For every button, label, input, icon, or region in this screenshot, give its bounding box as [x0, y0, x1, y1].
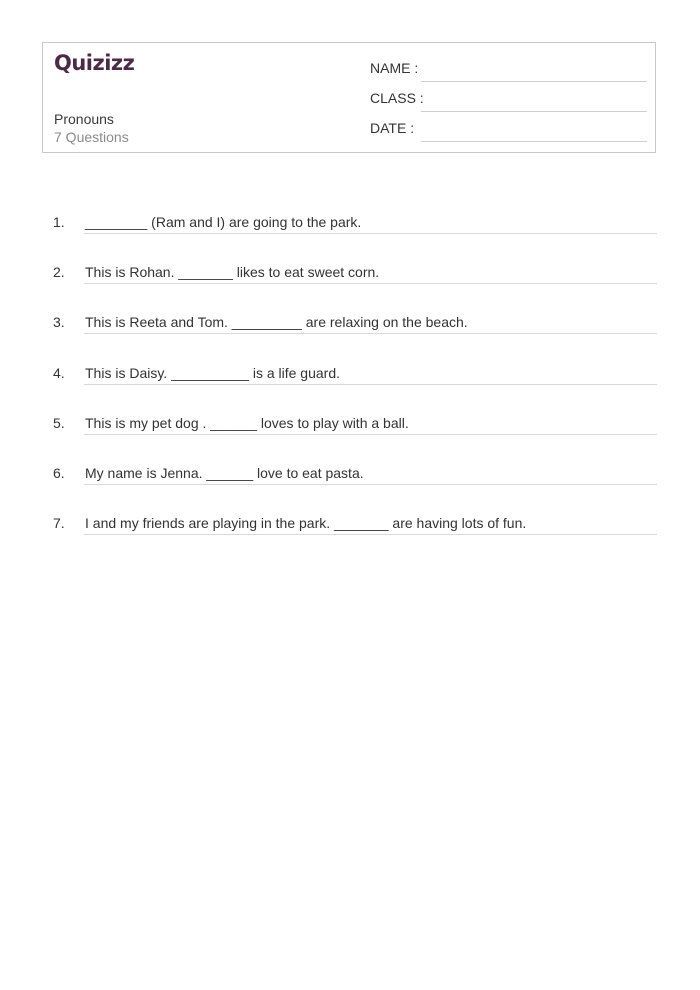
- class-input-line[interactable]: [421, 111, 647, 112]
- date-field[interactable]: [370, 120, 647, 140]
- name-label: NAME :: [370, 60, 419, 76]
- question-item: [53, 515, 657, 539]
- question-number: 2.: [53, 264, 65, 280]
- answer-line[interactable]: [84, 534, 657, 535]
- worksheet-header: [42, 42, 656, 153]
- answer-line[interactable]: [84, 384, 657, 385]
- answer-line[interactable]: [84, 233, 657, 234]
- date-label: DATE :: [370, 120, 415, 136]
- question-number: 4.: [53, 365, 65, 381]
- question-item: [53, 415, 657, 439]
- worksheet-title: Pronouns: [54, 111, 114, 127]
- question-number: 1.: [53, 214, 65, 230]
- question-item: [53, 465, 657, 489]
- name-field[interactable]: [370, 60, 647, 80]
- question-item: [53, 264, 657, 288]
- name-input-line[interactable]: [421, 81, 647, 82]
- answer-line[interactable]: [84, 484, 657, 485]
- class-label: CLASS :: [370, 90, 424, 106]
- question-item: [53, 365, 657, 389]
- answer-line[interactable]: [84, 434, 657, 435]
- question-number: 6.: [53, 465, 65, 481]
- question-text: This is Reeta and Tom. _________ are relaxing on the beach.: [85, 314, 468, 330]
- question-text: This is Daisy. __________ is a life guard.: [85, 365, 340, 381]
- question-text: This is Rohan. _______ likes to eat sweet corn.: [85, 264, 380, 280]
- question-count: 7 Questions: [54, 129, 129, 145]
- question-number: 3.: [53, 314, 65, 330]
- class-field[interactable]: [370, 90, 647, 110]
- question-item: [53, 214, 657, 238]
- question-number: 5.: [53, 415, 65, 431]
- question-text: My name is Jenna. ______ love to eat pasta.: [85, 465, 364, 481]
- question-text: ________ (Ram and I) are going to the park.: [85, 214, 362, 230]
- quizizz-logo: Quizizz: [54, 51, 135, 75]
- question-text: I and my friends are playing in the park. _______ are having lots of fun.: [85, 515, 527, 531]
- question-text: This is my pet dog . ______ loves to play with a ball.: [85, 415, 409, 431]
- question-item: [53, 314, 657, 338]
- answer-line[interactable]: [84, 333, 657, 334]
- question-number: 7.: [53, 515, 65, 531]
- date-input-line[interactable]: [421, 141, 647, 142]
- answer-line[interactable]: [84, 283, 657, 284]
